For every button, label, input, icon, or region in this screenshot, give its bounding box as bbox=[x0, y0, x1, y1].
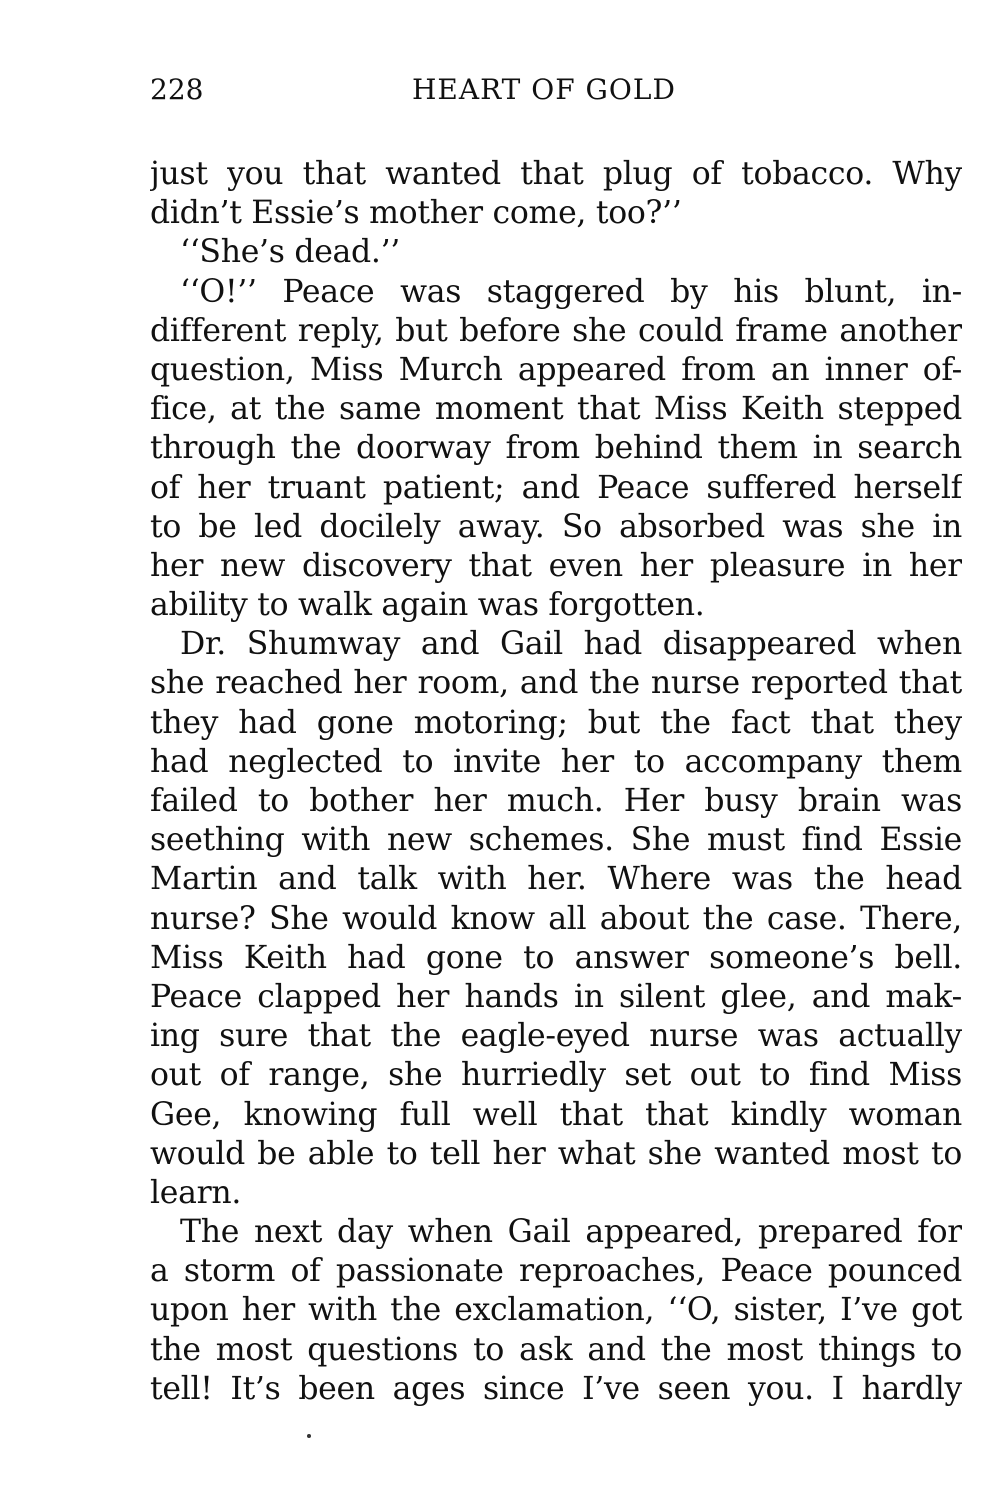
print-speck bbox=[307, 1434, 311, 1438]
text-line: upon her with the exclamation, ‘‘O, sister, I’ve got bbox=[150, 1292, 962, 1329]
page-number: 228 bbox=[150, 73, 204, 106]
text-line: ‘‘O!’’ Peace was staggered by his blunt, in- bbox=[180, 273, 962, 310]
text-line: just you that wanted that plug of tobacco. Why bbox=[150, 156, 962, 192]
text-line: ing sure that the eagle-eyed nurse was actually bbox=[150, 1018, 962, 1055]
text-line: had neglected to invite her to accompany them bbox=[150, 743, 962, 780]
text-line: seething with new schemes. She must find Essie bbox=[150, 822, 962, 859]
text-line: a storm of passionate reproaches, Peace pounced bbox=[150, 1253, 962, 1290]
text-line: Miss Keith had gone to answer someone’s bell. bbox=[150, 939, 962, 976]
text-line: different reply, but before she could frame another bbox=[150, 312, 962, 349]
text-line: the most questions to ask and the most things to bbox=[150, 1331, 962, 1368]
text-line: out of range, she hurriedly set out to find Miss bbox=[150, 1057, 962, 1094]
body-text bbox=[150, 155, 962, 1409]
text-line: The next day when Gail appeared, prepared for bbox=[180, 1214, 962, 1251]
text-line: she reached her room, and the nurse reported that bbox=[150, 665, 962, 702]
text-line: ability to walk again was forgotten. bbox=[150, 587, 705, 624]
text-line: to be led docilely away. So absorbed was she in bbox=[150, 508, 962, 545]
text-line: nurse? She would know all about the case. There, bbox=[150, 900, 962, 937]
page-header bbox=[150, 68, 962, 112]
text-line: Peace clapped her hands in silent glee, and mak- bbox=[150, 978, 962, 1015]
text-line: through the doorway from behind them in search bbox=[150, 430, 962, 467]
text-line: Martin and talk with her. Where was the head bbox=[150, 861, 962, 898]
text-line: would be able to tell her what she wanted most to bbox=[150, 1135, 962, 1172]
text-line: failed to bother her much. Her busy brain was bbox=[150, 783, 962, 819]
text-line: tell! It’s been ages since I’ve seen you. I hardly bbox=[150, 1370, 962, 1407]
text-line: question, Miss Murch appeared from an inner of- bbox=[150, 351, 962, 388]
text-line: they had gone motoring; but the fact that they bbox=[150, 704, 962, 741]
text-line: Gee, knowing full well that that kindly woman bbox=[150, 1096, 962, 1133]
text-line: fice, at the same moment that Miss Keith stepped bbox=[150, 391, 962, 428]
text-line: of her truant patient; and Peace suffered herself bbox=[150, 469, 962, 506]
text-line: Dr. Shumway and Gail had disappeared when bbox=[180, 626, 962, 663]
text-line: didn’t Essie’s mother come, too?’’ bbox=[150, 195, 682, 232]
running-title: HEART OF GOLD bbox=[412, 73, 676, 106]
text-line: ‘‘She’s dead.’’ bbox=[180, 234, 401, 271]
text-line: her new discovery that even her pleasure in her bbox=[150, 547, 962, 584]
text-line: learn. bbox=[150, 1174, 242, 1211]
